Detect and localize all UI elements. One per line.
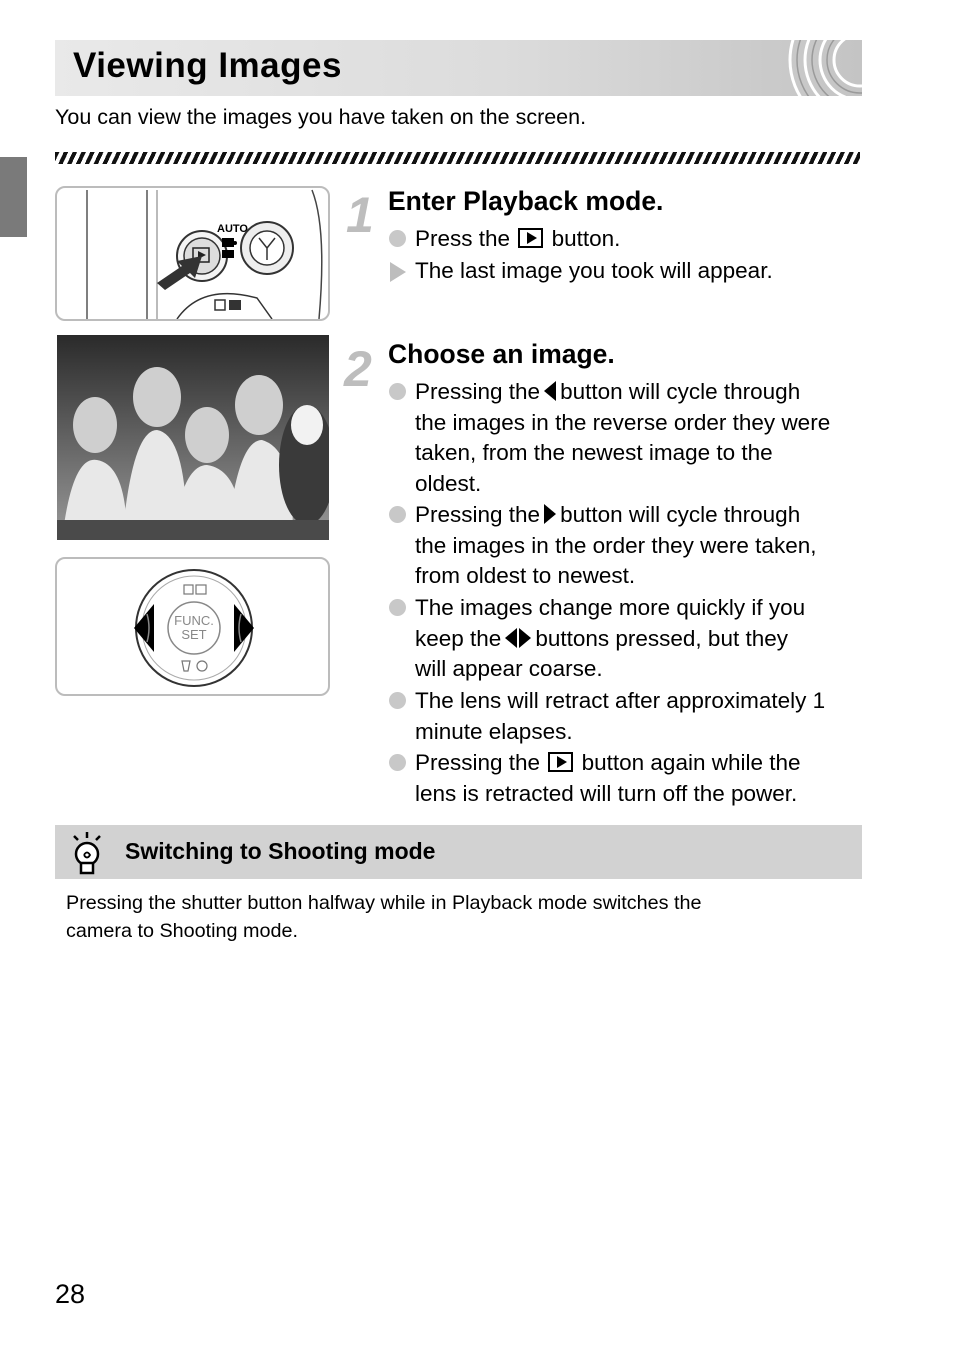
step2-bullet-5-line-3: lens is retracted will turn off the power. [415,780,798,806]
lightbulb-icon [70,830,104,876]
hatched-divider [55,152,860,164]
step2-bullet-5-line-2: button again while the [581,750,801,775]
result-arrow-icon [390,262,406,282]
func-label: FUNC. [174,613,214,628]
step2-bullet-2 [415,500,865,592]
rings-decoration-icon [742,40,862,96]
step2-bullet-1-line-5: oldest. [415,470,482,496]
step2-bullet-2-line-3: the images in the order they were taken, [415,532,817,558]
bullet-icon [389,754,406,771]
step2-bullet-1-line-4: taken, from the newest image to the [415,440,773,465]
bullet-icon [389,692,406,709]
tip-body [66,890,702,945]
step-title-2: Choose an image. [388,339,615,369]
step2-bullet-2-line-1: Pressing the [415,502,541,527]
step1-bullet-1-pre: Press the [415,226,511,251]
bullet-icon [389,506,406,523]
step2-bullet-5 [415,748,865,809]
step2-bullet-4-line-2: minute elapses. [415,718,573,744]
step2-bullet-3-line-2: keep the [415,625,502,651]
control-dial-illustration [55,557,330,696]
step1-bullet-1-post: button. [551,226,621,251]
step2-bullet-1-line-3: the images in the reverse order they were [415,409,831,435]
right-arrow-icon [519,628,531,648]
auto-label: AUTO [217,223,248,235]
step-number-1: 1 [346,187,374,243]
camera-back-illustration [55,186,330,321]
step2-bullet-5-line-1: Pressing the [415,750,541,775]
step2-bullet-3 [415,593,865,685]
tip-body-line-1: Pressing the shutter button halfway while in Playback mode switches the [66,892,702,914]
sample-photo-children-dog [57,335,329,540]
tip-title: Switching to Shooting mode [125,838,436,864]
camera-playback-button-diagram [57,188,328,319]
page-number: 28 [55,1279,86,1309]
step2-bullet-1-line-2: button will cycle through [560,379,801,404]
step2-bullet-2-line-2: button will cycle through [560,502,801,527]
step-number-2: 2 [344,341,372,397]
step2-bullet-4 [415,686,865,747]
step2-bullet-3-line-1: The images change more quickly if you [415,595,806,620]
set-label: SET [181,627,207,642]
intro-text: You can view the images you have taken on the screen. [55,105,587,129]
control-dial-diagram [57,559,328,694]
step2-bullet-3-line-3: buttons pressed, but they [535,625,788,651]
playback-icon [518,228,543,248]
step1-bullet-1 [415,224,620,255]
step2-bullet-3-line-4: will appear coarse. [415,656,603,681]
right-arrow-icon [544,504,556,524]
left-arrow-icon [544,381,556,401]
left-arrow-icon [505,628,517,648]
bullet-icon [389,383,406,400]
step2-bullet-1-line-1: Pressing the [415,379,541,404]
title-banner [55,40,862,96]
playback-icon [548,752,573,772]
step2-bullet-2-line-4: from oldest to newest. [415,563,636,588]
bullet-icon [389,599,406,616]
tip-body-line-2: camera to Shooting mode. [66,919,299,942]
bullet-icon [389,230,406,247]
step-title-1: Enter Playback mode. [388,186,664,216]
step1-result: The last image you took will appear. [415,258,773,283]
step2-bullet-1 [415,377,865,499]
page-title: Viewing Images [73,46,342,85]
step2-bullet-4-line-1: The lens will retract after approximately 1 [415,688,826,713]
photo-children-image [57,335,329,540]
section-tab [0,157,27,237]
